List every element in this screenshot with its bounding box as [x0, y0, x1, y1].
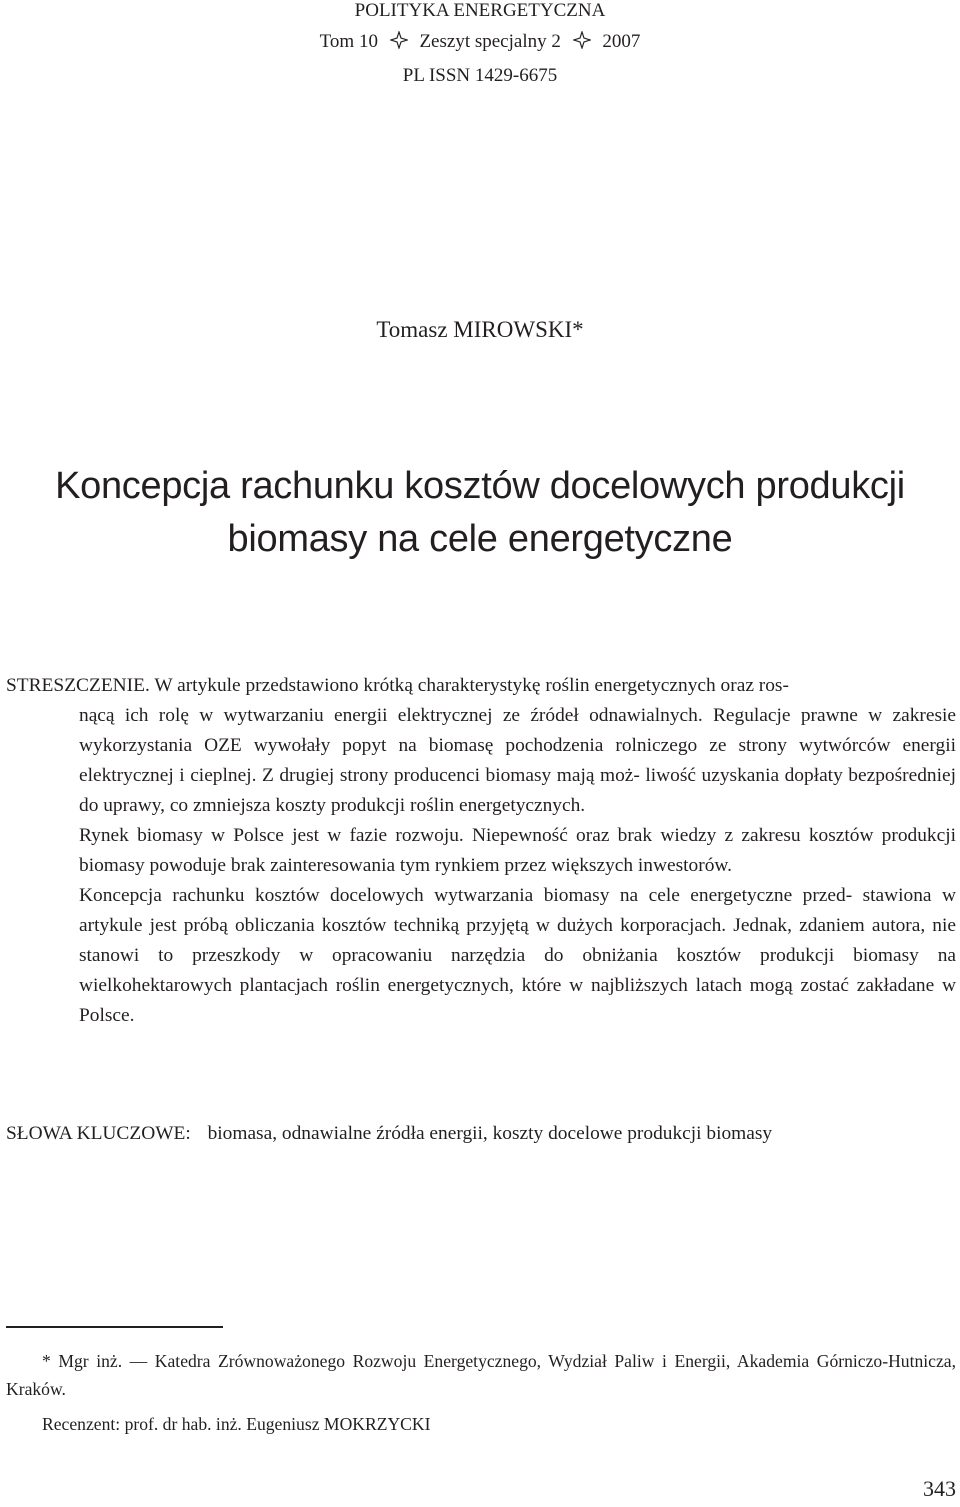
reviewer-label: Recenzent:: [42, 1414, 121, 1434]
footnote-text: * Mgr inż. — Katedra Zrównoważonego Rozwoju Energetycznego, Wydział Paliw i Energii, Akademia Górniczo-Hutnicza, Kraków.: [6, 1351, 956, 1399]
volume: Tom 10: [319, 31, 378, 52]
abstract-label: STRESZCZENIE.: [6, 675, 150, 696]
journal-name: POLITYKA ENERGETYCZNA: [354, 0, 606, 21]
four-point-star-icon: [573, 31, 591, 49]
page-number: 343: [923, 1476, 956, 1501]
keywords-label: SŁOWA KLUCZOWE:: [6, 1123, 191, 1144]
abstract: [6, 671, 956, 1031]
author-last-name: MIROWSKI: [453, 317, 573, 342]
author-first-name: Tomasz: [376, 317, 448, 342]
keywords-text: biomasa, odnawialne źródła energii, koszty docelowe produkcji biomasy: [207, 1123, 773, 1144]
keywords: [6, 1123, 956, 1145]
article-title-line-2: biomasy na cele energetyczne: [227, 518, 733, 560]
footnote-rule: [6, 1326, 223, 1328]
four-point-star-icon: [390, 31, 408, 49]
abstract-p1-lead: W artykule przedstawiono krótką charakterystykę roślin energetycznych oraz ros-: [154, 675, 789, 696]
reviewer-name: prof. dr hab. inż. Eugeniusz: [124, 1414, 320, 1434]
author: [0, 317, 960, 343]
issn: PL ISSN 1429-6675: [402, 65, 558, 86]
year: 2007: [602, 31, 641, 52]
abstract-paragraph-3: Koncepcja rachunku kosztów docelowych wytwarzania biomasy na cele energetyczne przed- stawiona w artykule jest próbą obliczania kosztów techniką przyjętą w dużych korporacjach. Jednak, zdaniem autora, nie stanowi to przeszkody w opracowaniu narzędzia do obniżania kosztów produkcji biomasy na wielkohektarowych plantacjach roślin energetycznych, które w najbliższych latach mogą zostać zakładane w Polsce.: [79, 885, 956, 1026]
abstract-paragraph-2: Rynek biomasy w Polsce jest w fazie rozwoju. Niepewność oraz brak wiedzy z zakresu kosztów produkcji biomasy powoduje brak zainteresowania tym rynkiem przez większych inwestorów.: [79, 825, 956, 876]
footnote: [6, 1347, 956, 1403]
abstract-paragraph-1: [6, 671, 956, 701]
issue: Zeszyt specjalny 2: [419, 31, 561, 52]
reviewer-surname: MOKRZYCKI: [323, 1414, 431, 1434]
reviewer-line: [42, 1414, 430, 1435]
author-footnote-marker: *: [572, 317, 584, 342]
article-title-line-1: Koncepcja rachunku kosztów docelowych produkcji: [55, 465, 905, 507]
abstract-paragraph-1-cont: nącą ich rolę w wytwarzaniu energii elektrycznej ze źródeł odnawialnych. Regulacje prawne w zakresie wykorzystania OZE wywołały popyt na biomasę pochodzenia rolniczego ze strony wytwórców energii elektrycznej i cieplnej. Z drugiej strony producenci biomasy mają moż- liwość uzyskania dopłaty bezpośredniej do uprawy, co zmniejsza koszty produkcji roślin energetycznych.: [79, 705, 956, 816]
issue-line: [0, 31, 960, 53]
